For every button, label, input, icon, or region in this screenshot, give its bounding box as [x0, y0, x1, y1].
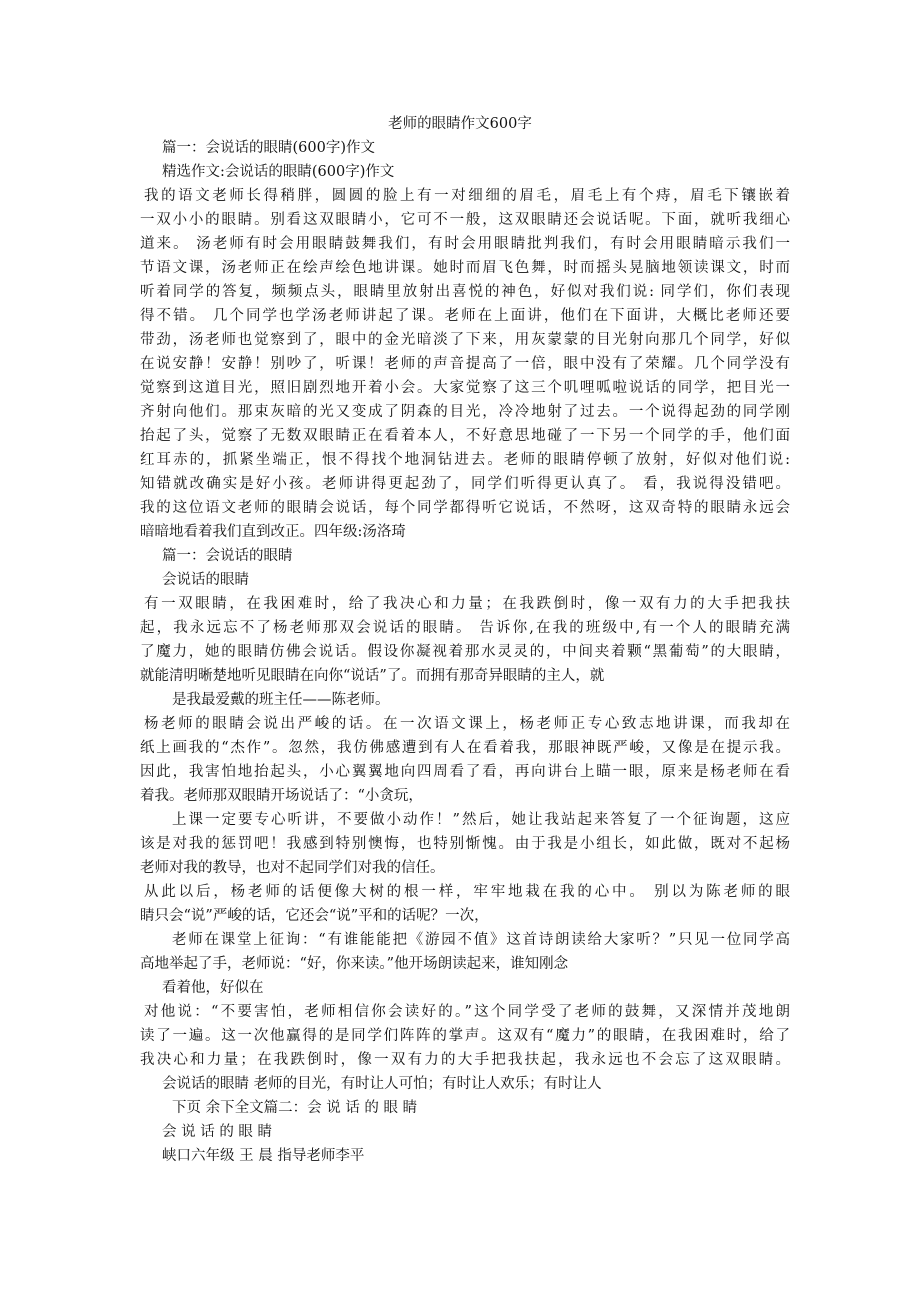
- text-line: 峡口六年级 王 晨 指导老师李平: [162, 1148, 365, 1164]
- text-line: 红耳赤的，抓紧坐端正，恨不得找个地洞钻进去。老师的眼睛停顿了放射，好似对他们说:: [140, 452, 790, 468]
- text-line: 我决心和力量；在我跌倒时，像一双有力的大手把我扶起，我永远也不会忘了这双眼睛。: [140, 1052, 790, 1068]
- text-line: 有一双眼睛，在我困难时，给了我决心和力量；在我跌倒时，像一双有力的大手把我扶: [144, 596, 790, 612]
- text-line: 上课一定要专心听讲，不要做小动作！”然后，她让我站起来答复了一个征询题，这应: [172, 812, 790, 828]
- text-line: 杨老师的眼睛会说出严峻的话。在一次语文课上，杨老师正专心致志地讲课，而我却在: [144, 716, 790, 732]
- text-line: 是我最爱戴的班主任——陈老师。: [172, 692, 390, 708]
- text-line: 我的语文老师长得稍胖，圆圆的脸上有一对细细的眉毛，眉毛上有个痔，眉毛下镶嵌着: [144, 188, 790, 204]
- text-line: 暗暗地看着我们直到改正。四年级:汤洛琦: [140, 524, 406, 540]
- text-line: 该是对我的惩罚吧！我感到特别懊悔，也特别惭愧。由于我是小组长，如此做，既对不起杨: [140, 836, 790, 852]
- text-line: 下页 余下全文篇二：会 说 话 的 眼 睛: [172, 1100, 418, 1116]
- text-line: 道来。 汤老师有时会用眼睛鼓舞我们，有时会用眼睛批判我们，有时会用眼睛暗示我们一: [140, 236, 790, 252]
- text-line: 听着同学的答复，频频点头，眼睛里放射出喜悦的神色，好似对我们说: 同学们，你们表现: [140, 284, 790, 300]
- text-line: 篇一：会说话的眼睛: [162, 548, 293, 564]
- text-line: 知错就改确实是好小孩。老师讲得更起劲了，同学们听得更认真了。 看，我说得没错吧。: [140, 476, 790, 492]
- text-line: 对他说：“不要害怕，老师相信你会读好的。”这个同学受了老师的鼓舞，又深情并茂地朗: [144, 1004, 790, 1020]
- text-line: 我的这位语文老师的眼睛会说话，每个同学都得听它说话，不然呀，这双奇特的眼睛永远会: [140, 500, 790, 516]
- text-line: 高地举起了手，老师说：“好，你来读。”他开场朗读起来，谁知刚念: [140, 956, 569, 972]
- text-line: 会说话的眼睛: [162, 572, 249, 588]
- text-line: 觉察到这道目光，照旧剧烈地开着小会。大家觉察了这三个叽哩呱啦说话的同学，把目光一: [140, 380, 790, 396]
- text-line: 在说安静！安静！别吵了，听课！老师的声音提高了一倍，眼中没有了荣耀。几个同学没有: [140, 356, 790, 372]
- text-line: 着我。老师那双眼睛开场说话了：“小贪玩，: [140, 788, 423, 804]
- text-line: 读了一遍。这一次他赢得的是同学们阵阵的掌声。这双有“魔力”的眼睛，在我困难时，给了: [140, 1028, 790, 1044]
- text-line: 纸上画我的“杰作”。忽然，我仿佛感遭到有人在看着我，那眼神既严峻，又像是在提示我。: [140, 740, 790, 756]
- text-line: 齐射向他们。那束灰暗的光又变成了阴森的目光，冷冷地射了过去。一个说得起劲的同学刚: [140, 404, 790, 420]
- text-line: 老师对我的教导，也对不起同学们对我的信任。: [140, 860, 445, 876]
- text-line: 会 说 话 的 眼 睛: [162, 1124, 273, 1140]
- text-line: 就能清明晰楚地听见眼睛在向你“说话”了。而拥有那奇异眼睛的主人，就: [140, 668, 605, 684]
- text-line: 睛只会“说”严峻的话，它还会“说”平和的话呢？一次，: [140, 908, 489, 924]
- text-line: 了魔力，她的眼睛仿佛会说话。假设你凝视着那水灵灵的，中间夹着颗“黑葡萄”的大眼睛，: [140, 644, 790, 660]
- text-line: 节语文课，汤老师正在绘声绘色地讲课。她时而眉飞色舞，时而摇头晃脑地领读课文，时而: [140, 260, 790, 276]
- text-line: 看着他，好似在: [162, 980, 264, 996]
- text-line: 带劲，汤老师也觉察到了，眼中的金光暗淡了下来，用灰蒙蒙的目光射向那几个同学，好似: [140, 332, 790, 348]
- document-title: 老师的眼睛作文600字: [388, 116, 532, 132]
- text-line: 从此以后，杨老师的话便像大树的根一样，牢牢地栽在我的心中。 别以为陈老师的眼: [144, 884, 790, 900]
- document-body: [140, 136, 790, 1168]
- text-line: 抬起了头，觉察了无数双眼睛正在看着本人，不好意思地碰了一下另一个同学的手，他们面: [140, 428, 790, 444]
- text-line: 起，我永远忘不了杨老师那双会说话的眼睛。 告诉你,在我的班级中,有一个人的眼睛充满: [140, 620, 790, 636]
- text-line: 一双小小的眼睛。别看这双眼睛小，它可不一般，这双眼睛还会说话呢。下面，就听我细心: [140, 212, 790, 228]
- text-line: 因此，我害怕地抬起头，小心翼翼地向四周看了看，再向讲台上瞄一眼，原来是杨老师在看: [140, 764, 790, 780]
- text-line: 会说话的眼睛 老师的目光，有时让人可怕；有时让人欢乐；有时让人: [162, 1076, 602, 1092]
- text-line: 老师在课堂上征询：“有谁能能把《游园不值》这首诗朗读给大家听？”只见一位同学高: [172, 932, 790, 948]
- text-line: 精选作文:会说话的眼睛(600字)作文: [162, 164, 395, 180]
- text-line: 得不错。 几个同学也学汤老师讲起了课。老师在上面讲，他们在下面讲，大概比老师还要: [140, 308, 790, 324]
- text-line: 篇一：会说话的眼睛(600字)作文: [162, 140, 375, 156]
